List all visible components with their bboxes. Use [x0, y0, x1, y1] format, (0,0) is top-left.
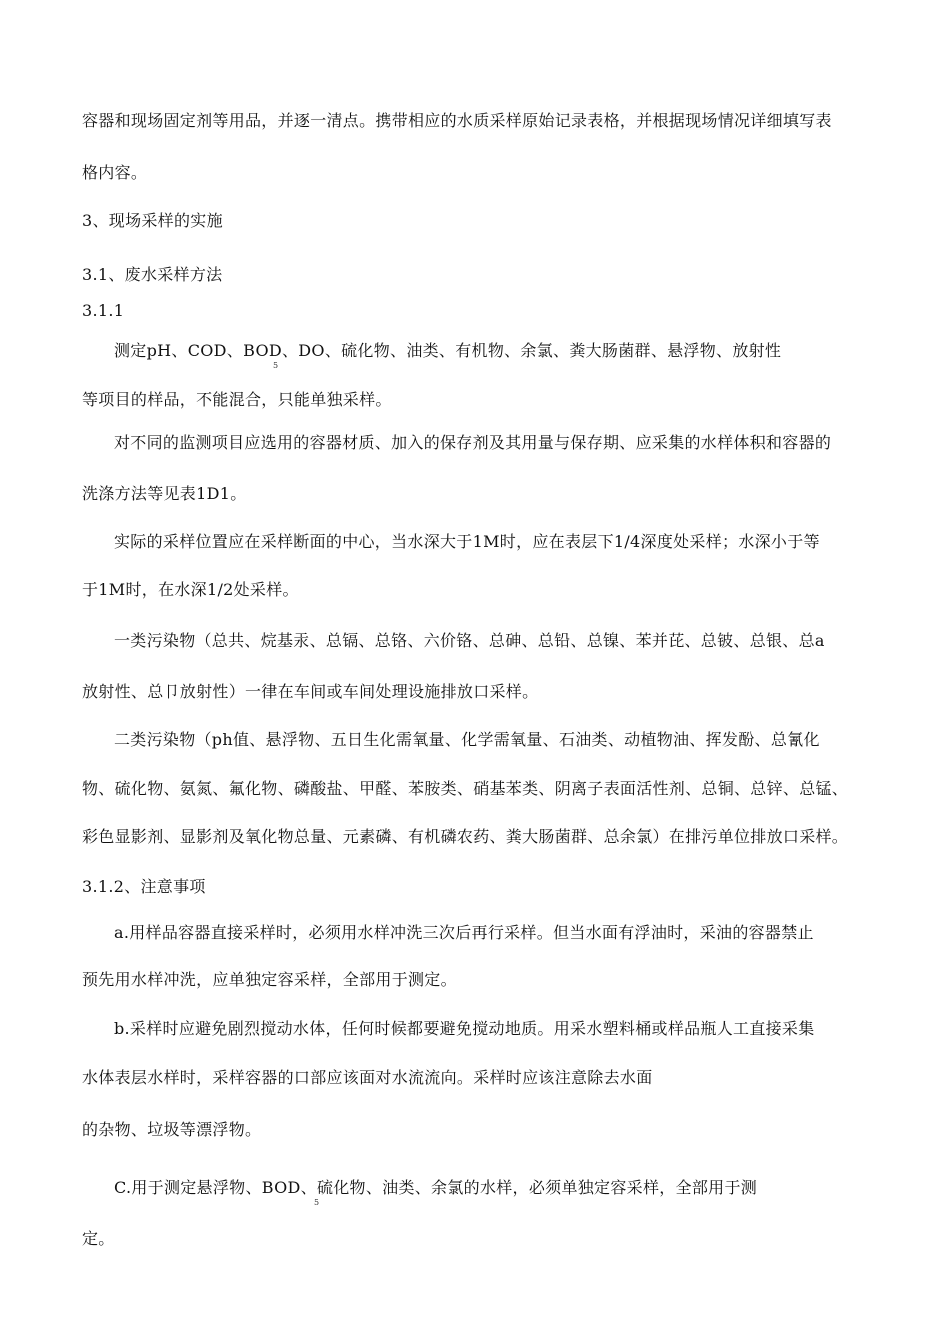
text-line: 二类污染物（ph值、悬浮物、五日生化需氧量、化学需氧量、石油类、动植物油、挥发酚、总氰化: [114, 730, 820, 749]
text-line: 定。: [82, 1229, 115, 1248]
text-line: 测定pH、COD、BOD、DO、硫化物、油类、有机物、余氯、粪大肠菌群、悬浮物、放射性: [114, 341, 782, 360]
section-heading: 3.1.2、注意事项: [82, 877, 206, 896]
section-heading: 3、现场采样的实施: [82, 211, 223, 230]
text-line: 彩色显影剂、显影剂及氧化物总量、元素磷、有机磷农药、粪大肠菌群、总余氯）在排污单位排放口采样。: [82, 827, 849, 846]
section-heading: 3.1.1: [82, 301, 125, 320]
subscript: 5: [273, 361, 279, 370]
subscript: 5: [314, 1198, 320, 1207]
text-line: 放射性、总卩放射性）一律在车间或车间处理设施排放口采样。: [82, 682, 539, 701]
text-line: 物、硫化物、氨氮、氟化物、磷酸盐、甲醛、苯胺类、硝基苯类、阴离子表面活性剂、总铜、总锌、总锰、: [82, 779, 849, 798]
text-line: 预先用水样冲洗，应单独定容采样，全部用于测定。: [82, 970, 457, 989]
text-line: 的杂物、垃圾等漂浮物。: [82, 1120, 262, 1139]
text-line: 格内容。: [82, 163, 148, 182]
text-line: 对不同的监测项目应选用的容器材质、加入的保存剂及其用量与保存期、应采集的水样体积和容器的: [114, 433, 832, 452]
text-line: C.用于测定悬浮物、BOD、硫化物、油类、余氯的水样，必须单独定容采样，全部用于测: [114, 1178, 758, 1197]
text-line: 容器和现场固定剂等用品，并逐一清点。携带相应的水质采样原始记录表格，并根据现场情况详细填写表: [82, 111, 832, 130]
text-line: 水体表层水样时，采样容器的口部应该面对水流流向。采样时应该注意除去水面: [82, 1068, 653, 1087]
text-line: 于1M时，在水深1/2处采样。: [82, 580, 299, 599]
text-line: b.采样时应避免剧烈搅动水体，任何时候都要避免搅动地质。用采水塑料桶或样品瓶人工直接采集: [114, 1019, 815, 1038]
section-heading: 3.1、废水采样方法: [82, 265, 223, 284]
text-line: a.用样品容器直接采样时，必须用水样冲洗三次后再行采样。但当水面有浮油时，采油的容器禁止: [114, 923, 814, 942]
text-line: 洗涤方法等见表1D1。: [82, 484, 247, 503]
text-line: 一类污染物（总共、烷基汞、总镉、总铬、六价铬、总砷、总铅、总镍、苯并芘、总铍、总银、总a: [114, 631, 825, 650]
text-line: 实际的采样位置应在采样断面的中心，当水深大于1M时，应在表层下1/4深度处采样；水深小于等: [114, 532, 820, 551]
text-line: 等项目的样品，不能混合，只能单独采样。: [82, 390, 392, 409]
